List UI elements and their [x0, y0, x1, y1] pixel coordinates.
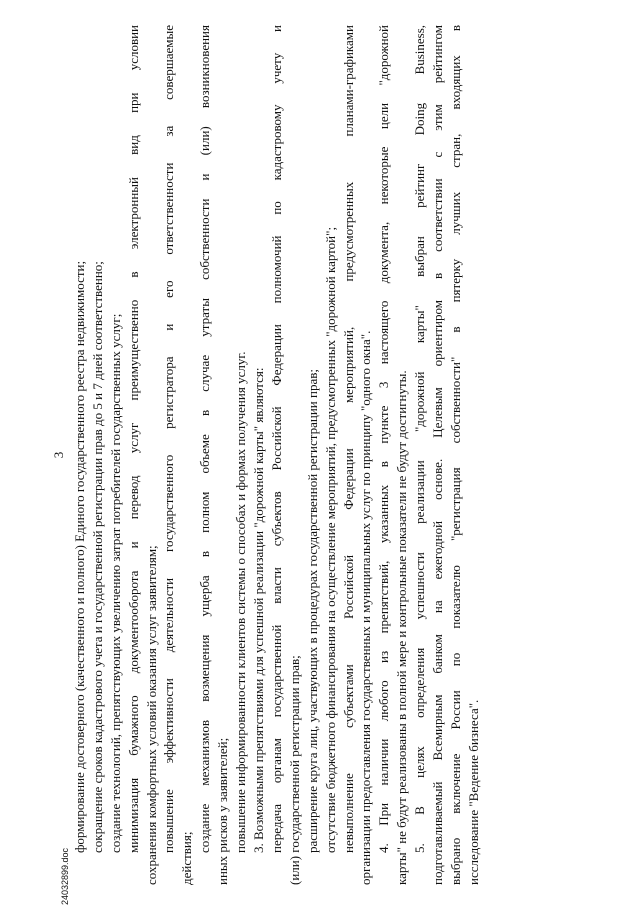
text-line: карты" не будут реализованы в полной мере и контрольные показатели не будут достигнуты. [394, 370, 410, 885]
text-line: создание механизмов возмещения ущерба в полном объеме в случае утраты собственности и (или) возникновения [197, 25, 213, 853]
text-line: повышение информированности клиентов системы о способах и формах получения услуг. [233, 351, 249, 853]
text-line: выбрано включение России по показателю "регистрация собственности" в пятерку лучших стран, входящих в [447, 25, 463, 885]
rotated-text-block [50, 25, 483, 885]
text-line: 3. Возможными препятствиями для успешной реализации "дорожной карты" являются: [250, 367, 266, 853]
text-line: иных рисков у заявителей; [215, 737, 231, 885]
text-line: формирование достоверного (качественного и полного) Единого государственного реестра недвижимости; [71, 260, 87, 853]
text-line: передача органам государственной власти субъектов Российской Федерации полномочий по кадастровому учету и [268, 25, 284, 853]
text-line: расширение круга лиц, участвующих в процедурах государственной регистрации прав; [304, 369, 320, 853]
text-line: 5. В целях определения успешности реализации "дорожной карты" выбран рейтинг Doing Business, [412, 25, 428, 853]
text-line: организации предоставления государственных и муниципальных услуг по принципу "одного окна". [358, 330, 374, 885]
text-line: исследование "Ведение бизнеса". [465, 699, 481, 885]
document-file-id: 24032899.doc [60, 847, 70, 905]
text-line: сокращение сроков кадастрового учета и государственной регистрации прав до 5 и 7 дней соответственно; [89, 261, 105, 853]
page-number: 3 [51, 451, 66, 459]
text-line: создание технологий, препятствующих увеличению затрат потребителей государственных услуг; [107, 313, 123, 853]
text-line: минимизация бумажного документооборота и перевод услуг преимущественно в электронный вид при условии [125, 25, 141, 853]
text-line: повышение эффективности деятельности государственного регистратора и его ответственности за совершаемые [161, 25, 177, 853]
text-line: сохранения комфортных условий оказания услуг заявителям; [143, 545, 159, 885]
text-line: отсутствие бюджетного финансирования на осуществление мероприятий, предусмотренных "дорожной картой"; [322, 226, 338, 853]
text-line: невыполнение субъектами Российской Федерации мероприятий, предусмотренных планами-графиками [340, 25, 356, 853]
text-line: 4. При наличии любого из препятствий, указанных в пункте 3 настоящего документа, некоторые цели "дорожной [376, 25, 392, 853]
text-line: (или) государственной регистрации прав; [286, 655, 302, 885]
text-line: подготавливаемый Всемирным банком на ежегодной основе. Целевым ориентиром в соответствии с этим рейтингом [430, 25, 446, 885]
document-body [71, 25, 483, 885]
text-line: действия; [179, 831, 195, 885]
